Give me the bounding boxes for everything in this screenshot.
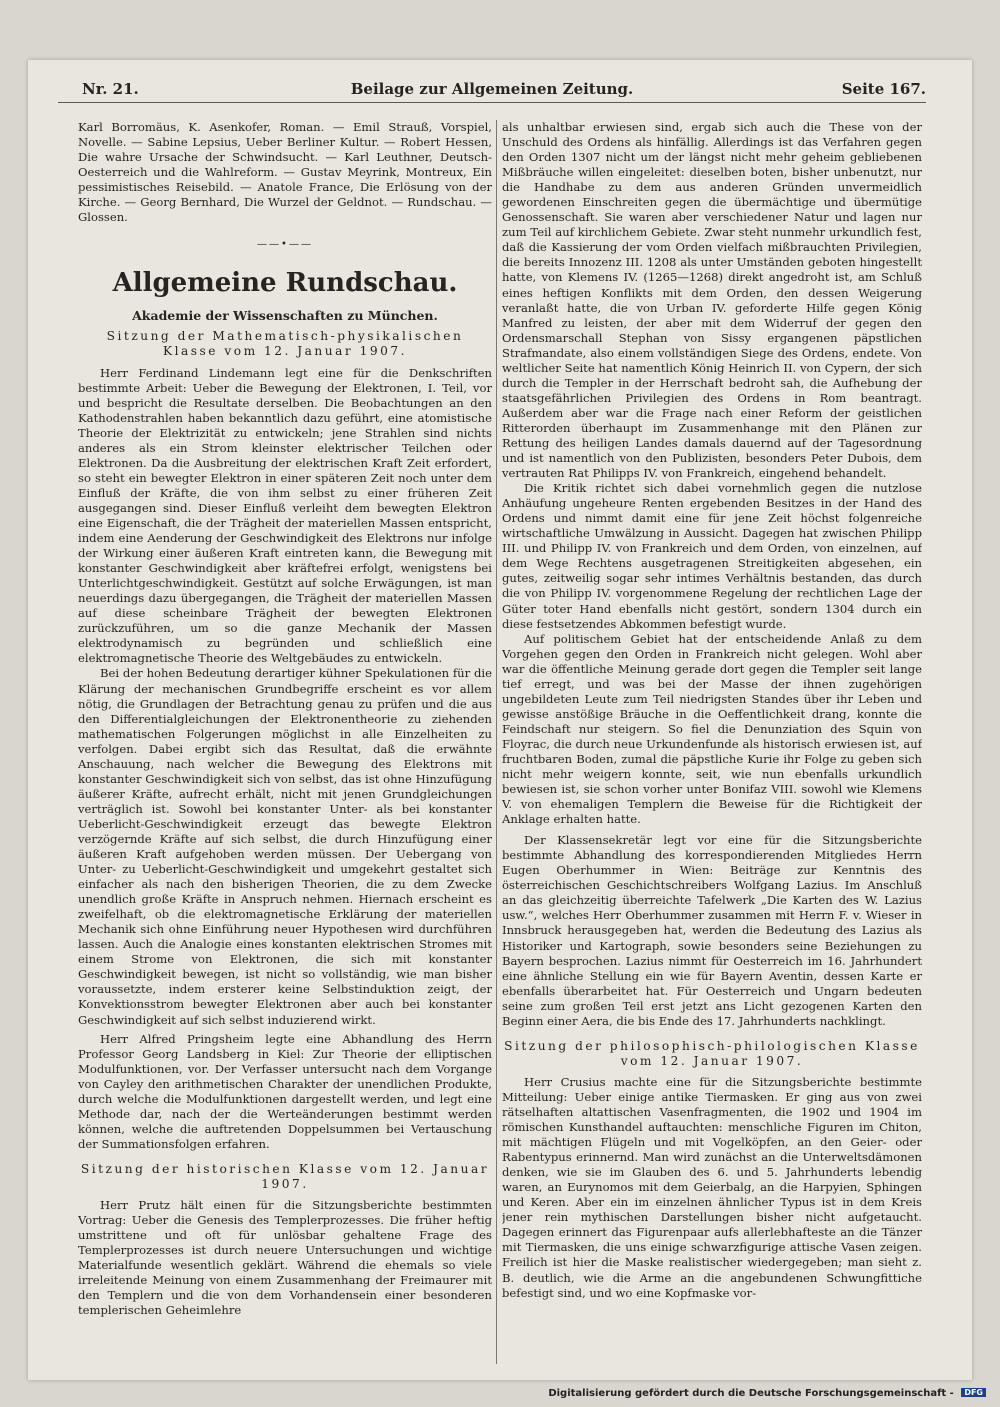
paragraph: Herr Alfred Pringsheim legte eine Abhandlung des Herrn Professor Georg Landsberg in Kiel: Zur Theorie der elliptischen Modulfunktionen, vor. Der Verfasser untersucht nach dem Vorgange von Cayley den arithmetischen Charakter der unendlichen Produkte, durch welche die Modulfunktionen dargestellt werden, und legt eine Methode dar, nach der die Werteänderungen bestimmt werden können, welche die auftretenden Doppelsummen bei Vertauschung der Summationsfolgen erfahren. <box>78 1031 492 1151</box>
paragraph: Der Klassensekretär legt vor eine für die Sitzungsberichte bestimmte Abhandlung des korrespondierenden Mitgliedes Herrn Eugen Oberhummer in Wien: Beiträge zur Kenntnis des österreichischen Geschichtschreibers Wolfgang Lazius. Im Anschluß an das gleichzeitig überreichte Tafelwerk „Die Karten des W. Lazius usw.“, welches Herr Oberhummer zusammen mit Herrn F. v. Wieser in Innsbruck herausgegeben hat, werden die Bedeutung des Lazius als Historiker und Kartograph, sowie besonders seine Beziehungen zu Bayern besprochen. Lazius nimmt für Oesterreich im 16. Jahrhundert eine ähnliche Stellung ein wie für Bayern Aventin, dessen Karte er ebenfalls überarbeitet hat. Für Oesterreich und Ungarn bedeuten seine zum großen Teil erst jetzt ans Licht gezogenen Karten den Beginn einer Aera, die bis Ende des 17. Jahrhunderts nachklingt. <box>502 833 922 1028</box>
paragraph: Herr Ferdinand Lindemann legt eine für die Denkschriften bestimmte Arbeit: Ueber die Bewegung der Elektronen, I. Teil, vor und bespricht die Resultate derselben. Die Beobachtungen an den Kathodenstrahlen haben bekanntlich dazu geführt, eine atomistische Theorie der Elektrizität zu entwickeln; jene Strahlen sind nichts anderes als ein Strom kleinster elektrischer Teilchen oder Elektronen. Da die Ausbreitung der elektrischen Kraft Zeit erfordert, so steht ein bewegter Elektron in einer späteren Zeit noch unter dem Einfluß der Kräfte, die von ihm selbst zu einer früheren Zeit ausgegangen sind. Dieser Einfluß verleiht dem bewegten Elektron eine Eigenschaft, die der Trägheit der materiellen Massen entspricht, indem eine Aenderung der Geschwindigkeit des Elektrons nur infolge der Wirkung einer äußeren Kraft eintreten kann, die Bewegung mit konstanter Geschwindigkeit aber kräftefrei erfolgt, wenigstens bei Unterlichtgeschwindigkeit. Gestützt auf solche Erwägungen, ist man neuerdings dazu übergegangen, die Trägheit der materiellen Massen auf diese scheinbare Trägheit der bewegten Elektronen zurückzuführen, um so die ganze Mechanik der Massen elektrodynamisch zu begründen und schließlich eine elektromagnetische Theorie des Weltgebäudes zu entwickeln. <box>78 365 492 666</box>
paragraph: Herr Crusius machte eine für die Sitzungsberichte bestimmte Mitteilung: Ueber einige antike Tiermasken. Er ging aus von zwei rätselhaften altattischen Vasenfragmenten, die 1902 und 1904 im römischen Kunsthandel auftauchten: menschliche Figuren im Chiton, mit mächtigen Flügeln und mit Vogelköpfen, an den Geier- oder Rabentypus erinnernd. Man wird zunächst an die Unterweltsdämonen denken, wie sie im Glauben des 6. und 5. Jahrhunderts lebendig waren, an Eurynomos mit dem Geierbalg, an die Harpyien, Sphingen und Keren. Aber ein im einzelnen ähnlicher Typus ist in dem Kreis jener rein mythischen Darstellungen bisher nicht aufgetaucht. Dagegen erinnert das Figurenpaar aufs allerlebhafteste an die Tänzer mit Tiermasken, die uns einige schwarzfigurige attische Vasen zeigen. Freilich ist hier die Maske realistischer wiedergegeben; man sieht z. B. deutlich, wie die Arme an die angebundenen Schwungfittiche befestigt sind, und wo eine Kopfmaske vor- <box>502 1074 922 1300</box>
paragraph: als unhaltbar erwiesen sind, ergab sich auch die These von der Unschuld des Ordens als hinfällig. Allerdings ist das Verfahren gegen den Orden 1307 nicht um der längst nicht mehr geheim gebliebenen Mißbräuche willen eingeleitet: dieselben boten, bisher unbenutzt, nur die Handhabe zu dem aus anderen Gründen unvermeidlich gewordenen Einschreiten gegen die übermächtige und übermütige Genossenschaft. Sie waren aber verschiedener Natur und lagen nur zum Teil auf kirchlichem Gebiete. Zwar steht nunmehr urkundlich fest, daß die Kassierung der vom Orden vielfach mißbrauchten Privilegien, die bereits Innozenz III. 1208 als unter Umständen geboten hingestellt hatte, von Klemens IV. (1265—1268) direkt angedroht ist, am Schluß eines heftigen Konflikts mit dem Orden, den dessen Weigerung veranlaßt hatte, die von Urban IV. geforderte Hilfe gegen König Manfred zu leisten, der aber mit dem Widerruf der gegen den Ordensmarschall Stephan von Sissy ergangenen päpstlichen Strafmandate, also einem vollständigen Siege des Ordens, endete. Von weltlicher Seite hat namentlich König Heinrich II. von Cypern, der sich durch die Templer in der Herrschaft bedroht sah, die Aufhebung der staatsgefährlichen Privilegien des Ordens in Rom beantragt. Außerdem aber war die Frage nach einer Reform der geistlichen Ritterorden überhaupt im Zusammenhange mit den Plänen zur Rettung des heiligen Landes damals dauernd auf der Tagesordnung und ist namentlich von den Publizisten, besonders Peter Dubois, dem vertrauten Rat Philipps IV. von Frankreich, eingehend behandelt. <box>502 120 922 481</box>
session-phil-heading: Sitzung der philosophisch-philologischen Klasse vom 12. Januar 1907. <box>504 1038 920 1068</box>
dfg-logo: DFG <box>961 1388 986 1397</box>
credit-text: Digitalisierung gefördert durch die Deutsche Forschungsgemeinschaft - <box>548 1388 954 1399</box>
supplement-title: Beilage zur Allgemeinen Zeitung. <box>350 80 634 98</box>
right-column <box>502 120 922 1364</box>
rundschau-title: Allgemeine Rundschau. <box>112 268 458 299</box>
academy-heading: Akademie der Wissenschaften zu München. <box>132 308 438 324</box>
issue-number: Nr. 21. <box>82 80 139 98</box>
digitization-credit <box>548 1388 986 1399</box>
paragraph: Bei der hohen Bedeutung derartiger kühner Spekulationen für die Klärung der mechanischen Grundbegriffe erscheint es vor allem nötig, die Grundlagen der Betrachtung genau zu prüfen und die aus den Differentialgleichungen der Elektronentheorie zu ziehenden mathematischen Folgerungen möglichst in alle Einzelheiten zu verfolgen. Dabei ergibt sich das Resultat, daß die erwähnte Anschauung, nach welcher die Bewegung des Elektrons mit konstanter Geschwindigkeit sich von selbst, das ist ohne Hinzufügung äußerer Kräfte, aufrecht erhält, nicht mit jenen Grundgleichungen verträglich ist. Sowohl bei konstanter Unter- als bei konstanter Ueberlicht-Geschwindigkeit erzeugt das bewegte Elektron verzögernde Kräfte auf sich selbst, die durch Hinzufügung einer äußeren Kraft aufgehoben werden müssen. Der Uebergang von Unter- zu Ueberlicht-Geschwindigkeit und umgekehrt gestaltet sich einfacher als nach den bisherigen Theorien, die zu dem Zwecke unendlich große Kräfte in Anspruch nehmen. Hiernach erscheint es zweifelhaft, ob die elektromagnetische Erklärung der materiellen Mechanik sich ohne Einführung neuer Hypothesen wird durchführen lassen. Auch die Analogie eines konstanten elektrischen Stromes mit einem Strome von Elektronen, die sich mit konstanter Geschwindigkeit bewegen, ist nicht so vollständig, wie man bisher voraussetzte, indem ersterer keine Selbstinduktion zeigt, der Konvektionsstrom bewegter Elektronen aber auch bei konstanter Geschwindigkeit auf sich selbst induzierend wirkt. <box>78 666 492 1027</box>
issue-contents: Karl Borromäus, K. Asenkofer, Roman. — Emil Strauß, Vorspiel, Novelle. — Sabine Lepsius, Ueber Berliner Kultur. — Robert Hessen, Die wahre Ursache der Schwindsucht. — Karl Leuthner, Deutsch-Oesterreich und die Wahlreform. — Gustav Meyrink, Montreux, Ein pessimistisches Reisebild. — Anatole France, Die Erlösung von der Kirche. — Georg Bernhard, Die Wurzel der Geldnot. — Rundschau. — Glossen. <box>78 120 492 225</box>
session-hist-heading: Sitzung der historischen Klasse vom 12. Januar 1907. <box>80 1161 490 1191</box>
paragraph: Auf politischem Gebiet hat der entscheidende Anlaß zu dem Vorgehen gegen den Orden in Frankreich nicht gelegen. Wohl aber war die öffentliche Meinung gerade dort gegen die Templer seit lange tief erregt, und was bei der Masse der ihnen zugehörigen ungebildeten Leute zum Teil niedrigsten Standes über ihr Leben und gewisse anstößige Bräuche in die Oeffentlichkeit drang, konnte die Feindschaft nur steigern. So fiel die Denunziation des Squin von Floyrac, die durch neue Urkundenfunde als historisch erwiesen ist, auf fruchtbaren Boden, zumal die päpstliche Kurie ihr Folge zu geben sich nicht mehr weigern konnte, seit, wie nun ebenfalls urkundlich bewiesen ist, sie schon vorher unter Bonifaz VIII. sowohl wie Klemens V. von ehemaligen Templern die Beweise für die Richtigkeit der Anklage erhalten hatte. <box>502 631 922 827</box>
left-column <box>78 120 492 1364</box>
column-divider <box>496 120 497 1364</box>
paragraph: Herr Prutz hält einen für die Sitzungsberichte bestimmten Vortrag: Ueber die Genesis des Templerprozesses. Die früher heftig umstrittene und oft für unlösbar gehaltene Frage des Templerprozesses ist durch neuere Untersuchungen und wichtige Materialfunde wesentlich geklärt. Während die ehemals so viele irreleitende Meinung von einem Zusammenhang der Freimaurer mit den Templern und die von dem Vorhandensein einer besonderen templerischen Geheimlehre <box>78 1198 492 1318</box>
paragraph: Die Kritik richtet sich dabei vornehmlich gegen die nutzlose Anhäufung ungeheure Renten ergebenden Besitzes in der Hand des Ordens und nimmt damit eine für jene Zeit höchst folgenreiche wirtschaftliche Umwälzung in Aussicht. Dagegen hat zwischen Philipp III. und Philipp IV. von Frankreich und dem Orden, von einzelnen, auf dem Wege Rechtens ausgetragenen Streitigkeiten abgesehen, ein gutes, zeitweilig sogar sehr intimes Verhältnis bestanden, das durch die von Philipp IV. vorgenommene Regelung der rechtlichen Lage der Güter toter Hand ebenfalls nicht gestört, sondern 1304 durch ein diese festsetzendes Abkommen befestigt wurde. <box>502 481 922 631</box>
page-header <box>58 76 926 103</box>
newspaper-page <box>28 60 972 1380</box>
ornament-divider: ——•—— <box>257 239 313 251</box>
page-number: Seite 167. <box>841 80 926 98</box>
session-math-heading: Sitzung der Mathematisch-physikalischen Klasse vom 12. Januar 1907. <box>106 329 464 359</box>
